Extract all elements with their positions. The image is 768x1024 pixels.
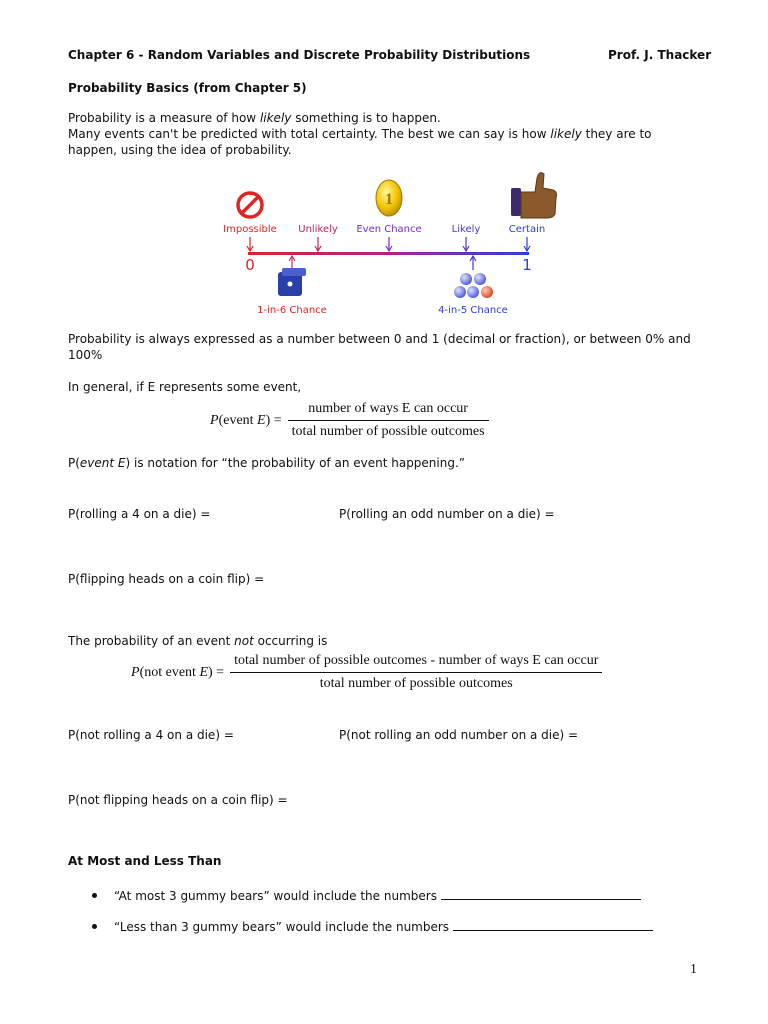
question-not-rolling-odd: P(not rolling an odd number on a die) =: [339, 728, 579, 742]
probability-scale-diagram: [215, 168, 565, 320]
probability-formula: P(event E) = $\frac{\text{number of ways E can occur}}{\text{total number of possible outcomes}}$: [210, 400, 489, 441]
bullet-at-most: “At most 3 gummy bears” would include the numbers: [114, 887, 641, 904]
answer-blank[interactable]: [453, 918, 653, 931]
scale-label-certain: Certain: [508, 224, 546, 235]
question-rolling-odd: P(rolling an odd number on a die) =: [339, 507, 555, 521]
question-not-rolling-4: P(not rolling a 4 on a die) =: [68, 728, 234, 742]
section-title-at-most: At Most and Less Than: [68, 854, 222, 868]
answer-blank[interactable]: [441, 887, 641, 900]
general-text: In general, if E represents some event,: [68, 380, 302, 394]
svg-text:1: 1: [385, 191, 393, 208]
thumbs-up-icon: [511, 173, 557, 218]
question-heads: P(flipping heads on a coin flip) =: [68, 572, 265, 586]
label-4-in-5: 4-in-5 Chance: [438, 305, 508, 316]
scale-label-impossible: Impossible: [223, 224, 277, 235]
formula1-denominator: total number of possible outcomes: [291, 424, 485, 439]
intro-line-2: Many events can't be predicted with total certainty. The best we can say is how likely they are to: [68, 127, 652, 141]
balls-icon: [454, 273, 493, 298]
probability-number-line: [248, 252, 529, 255]
chapter-title: Chapter 6 - Random Variables and Discrete Probability Distributions: [68, 48, 531, 62]
not-text: The probability of an event not occurring is: [68, 634, 328, 648]
formula2-numerator: total number of possible outcomes - number of ways E can occur: [234, 653, 599, 668]
bullet-less-than: “Less than 3 gummy bears” would include the numbers: [114, 918, 653, 935]
bullet-marker: [92, 893, 97, 898]
not-probability-formula: P(not event E) = total number of possible outcomes - number of ways E can occur total number of possible outcomes: [131, 652, 602, 693]
scale-label-likely: Likely: [451, 224, 481, 235]
formula2-denominator: total number of possible outcomes: [319, 676, 513, 691]
range-line-2: 100%: [68, 348, 103, 362]
author-name: Prof. J. Thacker: [608, 48, 712, 62]
range-line-1: Probability is always expressed as a number between 0 and 1 (decimal or fraction), or between 0% and: [68, 332, 691, 346]
notation-text: P(event E) is notation for “the probability of an event happening.”: [68, 456, 465, 470]
scale-label-unlikely: Unlikely: [298, 224, 338, 235]
section-title-basics: Probability Basics (from Chapter 5): [68, 81, 307, 95]
question-not-heads: P(not flipping heads on a coin flip) =: [68, 793, 288, 807]
formula1-numerator: number of ways E can occur: [308, 401, 468, 416]
intro-line-3: happen, using the idea of probability.: [68, 143, 292, 157]
page-number: 1: [690, 962, 697, 977]
bullet-marker: [92, 924, 97, 929]
coin-icon: [376, 180, 402, 216]
scale-one: 1: [522, 256, 532, 274]
die-icon: [278, 268, 306, 296]
question-rolling-4: P(rolling a 4 on a die) =: [68, 507, 211, 521]
scale-zero: 0: [245, 256, 255, 274]
label-1-in-6: 1-in-6 Chance: [257, 305, 327, 316]
scale-label-even-chance: Even Chance: [356, 224, 422, 235]
intro-line-1: Probability is a measure of how likely something is to happen.: [68, 111, 441, 125]
prohibited-icon: [238, 193, 262, 217]
